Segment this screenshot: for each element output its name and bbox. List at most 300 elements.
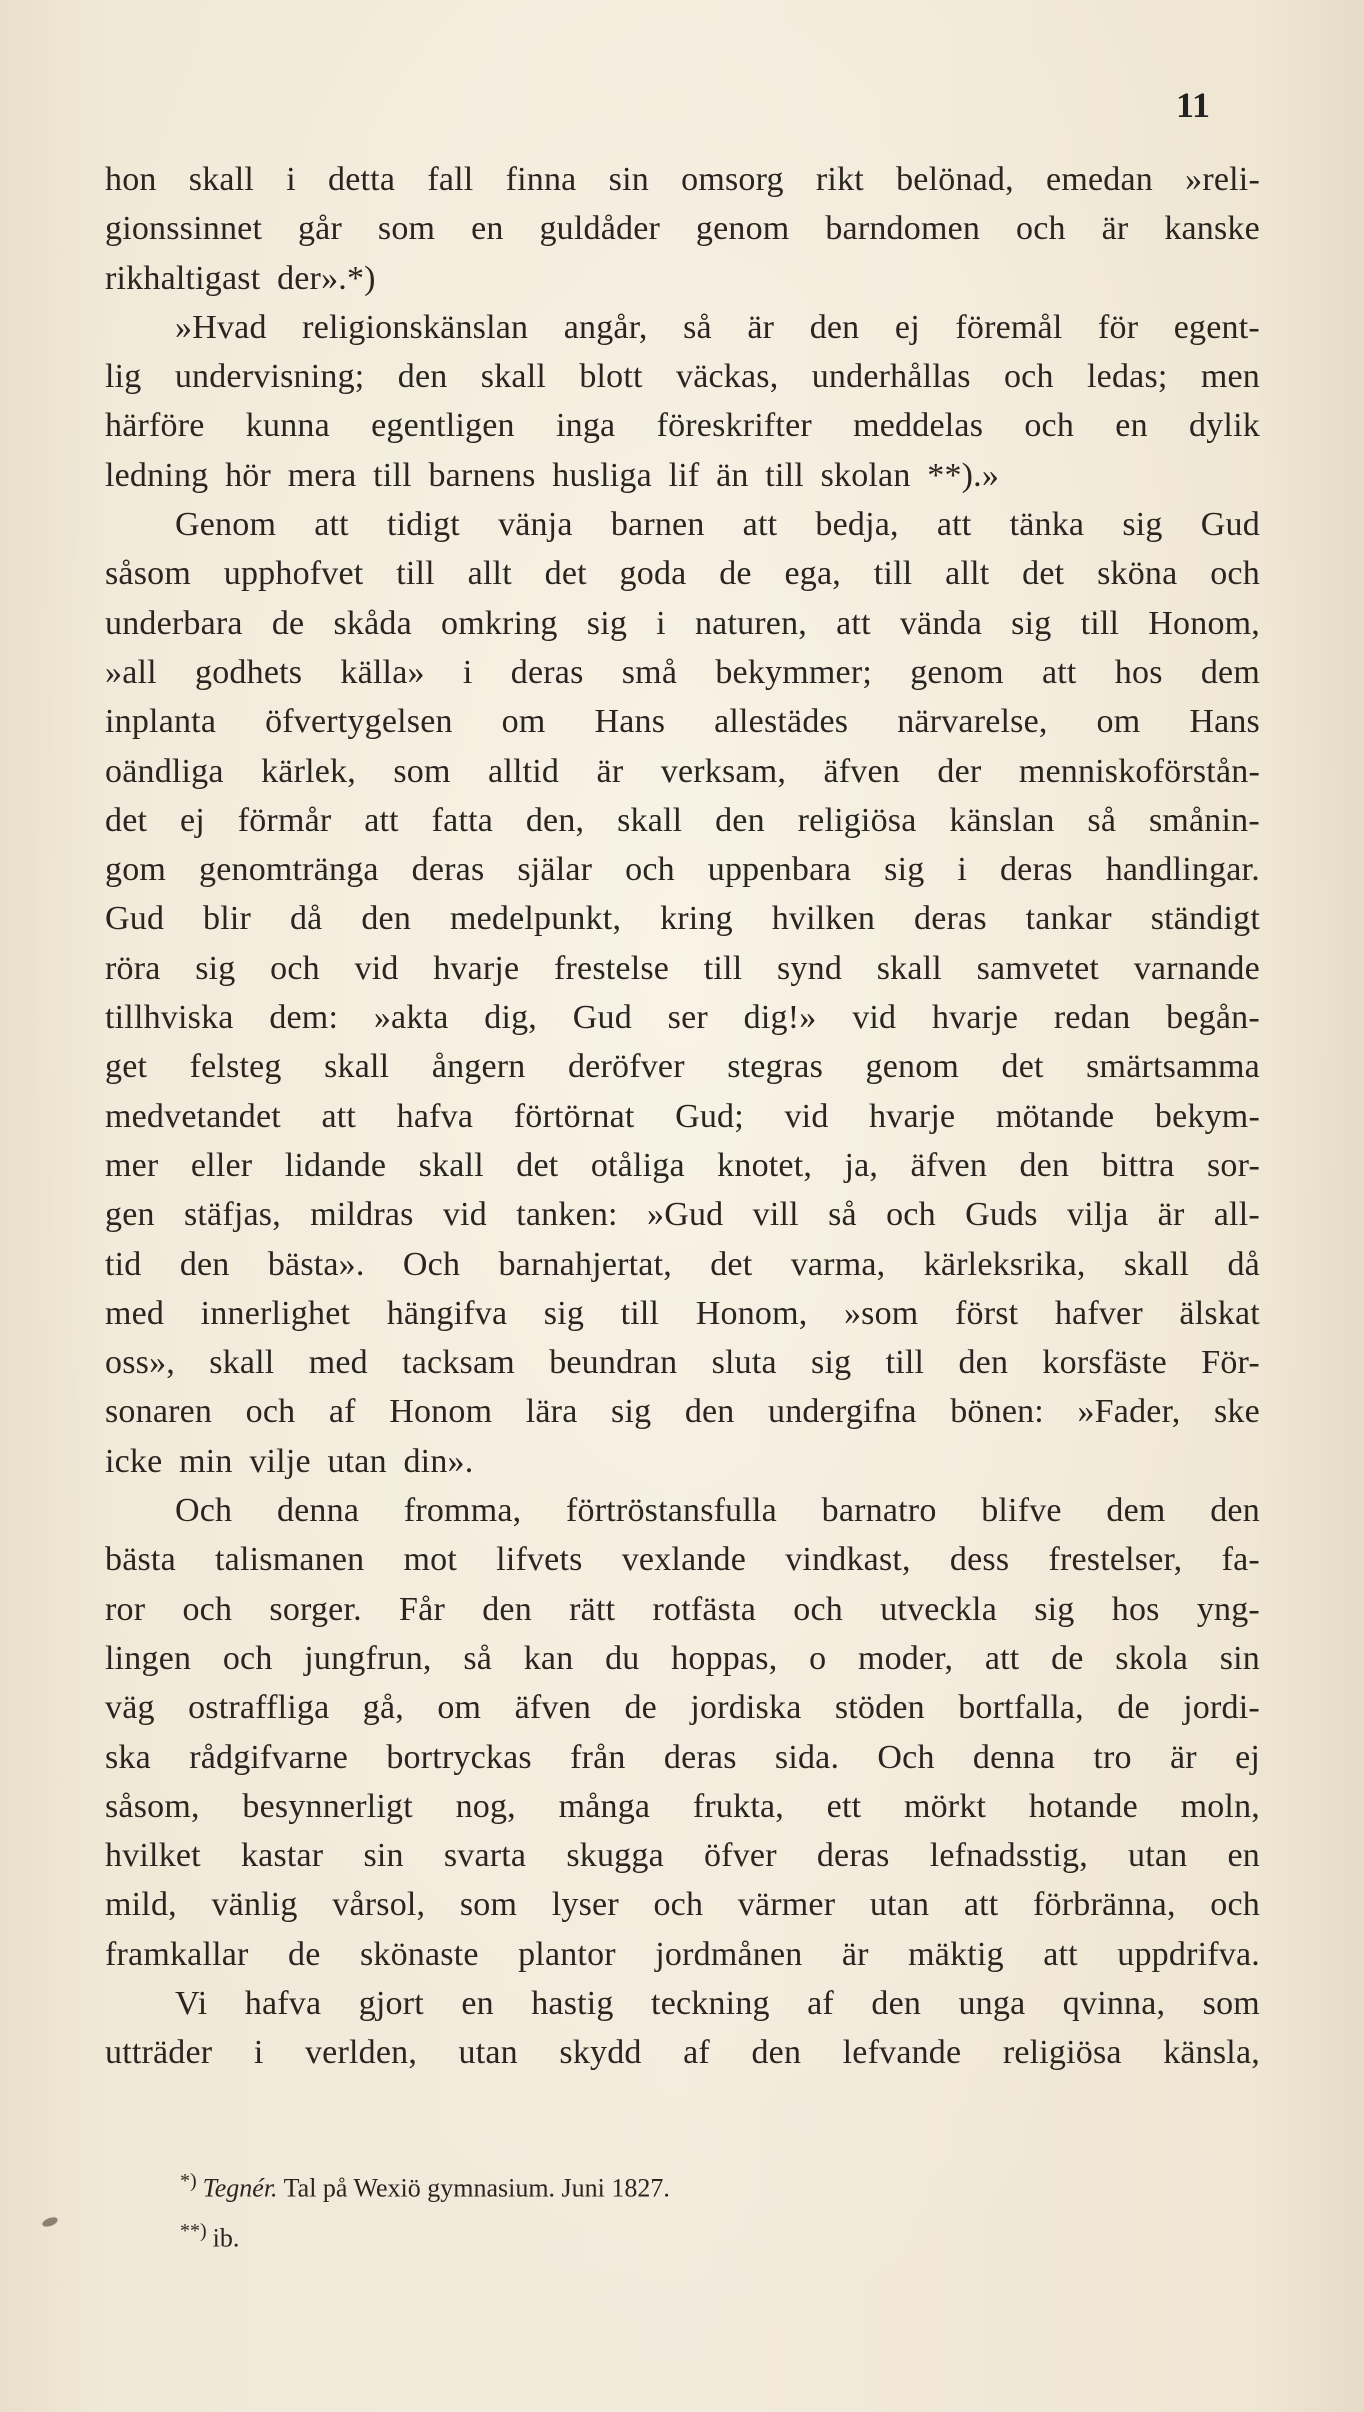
word: kring: [660, 900, 733, 938]
word: dylik: [1189, 407, 1260, 445]
word: kanske: [1164, 210, 1260, 248]
word: samvetet: [976, 949, 1100, 987]
word: är: [1101, 210, 1129, 248]
word: Gud: [1200, 506, 1260, 544]
page-number: 11: [1175, 85, 1210, 125]
word: genomtränga: [199, 851, 379, 889]
text-line: [105, 944, 1260, 993]
word: sorger.: [269, 1590, 362, 1628]
word: blifve: [981, 1492, 1062, 1530]
word: förtröstansfulla: [566, 1492, 777, 1530]
text-line: [105, 155, 1260, 204]
word: gionssinnet: [105, 210, 263, 248]
word: varnande: [1133, 949, 1260, 987]
word: de: [624, 1689, 657, 1727]
word: uppdrifva.: [1117, 1935, 1260, 1973]
word: lefvande: [842, 2034, 962, 2072]
word: moln,: [1180, 1787, 1260, 1825]
word: de: [1117, 1689, 1150, 1727]
word: men: [1200, 358, 1260, 396]
word: synd: [777, 949, 843, 987]
word: handlingar.: [1105, 851, 1260, 889]
text-line: [105, 1979, 1260, 2028]
word: jordiska: [690, 1689, 802, 1727]
word: ega,: [784, 555, 841, 593]
ink-smudge-mark: [41, 2216, 59, 2229]
word: Honom,: [695, 1294, 808, 1332]
word: mörkt: [903, 1787, 987, 1825]
footnote: [180, 2160, 1080, 2210]
word: hafver: [1054, 1294, 1143, 1332]
word: hafva: [396, 1097, 474, 1135]
word: den: [715, 801, 765, 839]
word: ständigt: [1150, 900, 1260, 938]
word: förtörnat: [513, 1097, 635, 1135]
word: till: [873, 555, 913, 593]
word: är: [747, 308, 775, 346]
word: och: [1016, 210, 1066, 248]
word: sig: [543, 1294, 585, 1332]
word: deras: [816, 1837, 890, 1875]
word: »som: [843, 1294, 919, 1332]
word: med: [308, 1344, 368, 1382]
word: sig: [195, 949, 236, 987]
word: väg: [105, 1689, 155, 1727]
word: hos: [1111, 1590, 1160, 1628]
word: sig: [586, 604, 628, 642]
text-line-content: icke min vilje utan din».: [105, 1442, 474, 1480]
word: tanken:: [516, 1196, 618, 1234]
word: sonaren: [105, 1393, 213, 1431]
word: goda: [619, 555, 687, 593]
word: fromma,: [403, 1492, 522, 1530]
word: sin: [1219, 1639, 1260, 1677]
word: sig: [1122, 506, 1163, 544]
word: ej: [894, 308, 920, 346]
word: skall: [188, 161, 255, 198]
word: bönen:: [950, 1393, 1044, 1431]
word: ska: [105, 1738, 151, 1776]
word: till: [703, 949, 743, 987]
word: skall: [1123, 1245, 1190, 1283]
word: de: [271, 604, 305, 642]
footnote-text: ib.: [212, 2223, 240, 2253]
word: är: [1157, 1196, 1185, 1234]
word: ostraffliga: [188, 1689, 330, 1727]
word: allt: [467, 555, 512, 593]
word: barnatro: [821, 1492, 937, 1530]
word: genom: [695, 210, 790, 248]
word: plantor: [518, 1935, 616, 1973]
word: deras: [999, 851, 1073, 889]
text-line: [105, 1240, 1260, 1289]
word: lifvets: [496, 1541, 583, 1579]
word: i: [253, 2034, 264, 2072]
word: tacksam: [402, 1344, 515, 1382]
word: vindkast,: [785, 1541, 911, 1579]
text-line-content: rikhaltigast der».*): [105, 259, 376, 297]
word: mild,: [105, 1886, 177, 1924]
word: »all: [105, 653, 157, 691]
word: det: [1022, 555, 1065, 593]
word: »reli-: [1185, 161, 1260, 198]
word: underhållas: [811, 358, 971, 396]
word: är: [1169, 1738, 1197, 1776]
word: stegras: [727, 1048, 824, 1086]
word: utan: [458, 2034, 518, 2072]
word: att: [963, 1886, 999, 1924]
text-line: [105, 1387, 1260, 1436]
word: stöden: [834, 1689, 925, 1727]
word: skydd: [559, 2034, 642, 2072]
word: medvetandet: [105, 1097, 281, 1135]
word: går: [297, 210, 342, 248]
word: godhets: [195, 653, 303, 691]
word: otåliga: [590, 1146, 685, 1184]
word: och: [245, 1393, 296, 1431]
word: från: [570, 1738, 626, 1776]
word: själar: [517, 851, 593, 889]
word: fatta: [431, 801, 494, 839]
word: de: [719, 555, 752, 593]
word: den: [751, 2034, 802, 2072]
word: tillhviska: [105, 999, 234, 1037]
word: dess: [949, 1541, 1010, 1579]
word: skall: [418, 1146, 484, 1184]
word: att: [364, 801, 399, 839]
text-line: [105, 1634, 1260, 1683]
word: en: [1227, 1837, 1260, 1875]
word: tankar: [1025, 900, 1112, 938]
word: barndomen: [825, 210, 981, 248]
word: gå,: [362, 1689, 404, 1727]
word: Och: [877, 1738, 935, 1776]
word: barnen: [610, 506, 705, 544]
word: härföre: [105, 407, 205, 445]
word: sig: [611, 1393, 652, 1431]
word: i: [286, 161, 296, 198]
word: genom: [865, 1048, 960, 1086]
word: älskat: [1179, 1294, 1260, 1332]
word: upphofvet: [223, 555, 364, 593]
word: dem: [1200, 653, 1260, 691]
word: egentligen: [371, 407, 515, 445]
word: deras: [411, 851, 485, 889]
word: »Gud: [647, 1196, 724, 1234]
word: felsteg: [189, 1048, 282, 1086]
word: stäfjas,: [183, 1196, 281, 1234]
word: vexlande: [621, 1541, 747, 1579]
word: utan: [869, 1886, 930, 1924]
word: fall: [427, 161, 474, 198]
word: allt: [945, 555, 990, 593]
word: att: [742, 506, 778, 544]
word: religionskänslan: [302, 308, 529, 346]
text-line: [105, 549, 1260, 598]
word: hotande: [1028, 1787, 1138, 1825]
word: värmer: [737, 1886, 836, 1924]
text-line: [105, 500, 1260, 549]
word: Och: [402, 1245, 461, 1283]
word: med: [105, 1294, 165, 1332]
word: ej: [1235, 1738, 1260, 1776]
word: religiösa: [797, 801, 917, 839]
word: att: [1041, 653, 1077, 691]
word: hafva: [244, 1984, 322, 2022]
word: der: [937, 752, 982, 790]
word: den: [1019, 1146, 1070, 1184]
word: yng-: [1196, 1590, 1260, 1628]
word: är: [841, 1935, 869, 1973]
word: Honom: [389, 1393, 493, 1431]
word: hvilken: [771, 900, 876, 938]
word: att: [321, 1097, 357, 1135]
word: det: [1001, 1048, 1044, 1086]
word: lefnadsstig,: [929, 1837, 1088, 1875]
word: det: [544, 555, 587, 593]
text-line: [105, 599, 1260, 648]
word: små: [621, 653, 678, 691]
word: sig: [884, 851, 925, 889]
word: detta: [328, 161, 396, 198]
word: i: [656, 604, 666, 642]
text-line: [105, 352, 1260, 401]
word: vända: [899, 604, 983, 642]
word: hoppas,: [671, 1639, 778, 1677]
word: Honom,: [1148, 604, 1260, 642]
text-line: [105, 1535, 1260, 1584]
word: vid: [354, 949, 399, 987]
word: och: [653, 1886, 704, 1924]
word: öfver: [703, 1837, 777, 1875]
word: dig!»: [743, 999, 817, 1037]
word: frestelser,: [1048, 1541, 1183, 1579]
text-line: [105, 303, 1260, 352]
word: Guds: [965, 1196, 1038, 1234]
text-line: [105, 1683, 1260, 1732]
word: emedan: [1046, 161, 1153, 198]
word: du: [605, 1639, 640, 1677]
word: bekym-: [1154, 1097, 1260, 1135]
word: hängifva: [386, 1294, 508, 1332]
word: den: [179, 1245, 230, 1283]
word: den: [397, 358, 448, 396]
word: de: [1051, 1639, 1084, 1677]
text-line: [105, 796, 1260, 845]
word: Gud: [105, 900, 165, 938]
word: kastar: [240, 1837, 324, 1875]
word: att: [984, 1639, 1020, 1677]
word: kunna: [245, 407, 330, 445]
word: och: [886, 1196, 936, 1234]
word: då: [1227, 1245, 1260, 1283]
word: För-: [1201, 1344, 1260, 1382]
word: såsom: [105, 555, 191, 593]
word: den: [482, 1590, 532, 1628]
word: tänka: [1009, 506, 1085, 544]
word: att: [936, 506, 972, 544]
word: i: [462, 653, 473, 691]
word: tro: [1093, 1738, 1132, 1776]
word: verksam,: [660, 752, 787, 790]
word: kan: [523, 1639, 574, 1677]
word: sin: [608, 161, 649, 198]
text-line: [105, 1733, 1260, 1782]
word: sig: [811, 1344, 852, 1382]
word: hvarje: [869, 1097, 956, 1135]
word: religiösa: [1002, 2034, 1122, 2072]
word: jordi-: [1183, 1689, 1260, 1727]
text-line: [105, 1782, 1260, 1831]
word: äfven: [910, 1146, 988, 1184]
word: angår,: [563, 308, 648, 346]
text-line: [105, 254, 1260, 303]
word: lyser: [551, 1886, 619, 1924]
word: vid: [442, 1196, 487, 1234]
word: undergifna: [768, 1393, 917, 1431]
word: äfven: [514, 1689, 592, 1727]
word: frestelse: [554, 949, 670, 987]
word: till: [620, 1294, 660, 1332]
word: Gud: [572, 999, 632, 1037]
word: och: [793, 1590, 843, 1628]
word: omsorg: [681, 161, 784, 198]
word: att: [1043, 1935, 1078, 1973]
word: bedja,: [815, 506, 899, 544]
word: denna: [972, 1738, 1056, 1776]
word: lig: [105, 358, 142, 396]
word: föremål: [955, 308, 1063, 346]
word: »Fader,: [1077, 1393, 1181, 1431]
word: menniskoförstån-: [1018, 752, 1260, 790]
word: det: [105, 801, 148, 839]
word: den: [361, 900, 412, 938]
word: dem: [1106, 1492, 1166, 1530]
word: en: [1115, 407, 1148, 445]
word: och: [270, 949, 320, 987]
word: oändliga: [105, 752, 224, 790]
word: »Hvad: [175, 308, 267, 346]
footnote-mark: **): [180, 2219, 207, 2242]
word: sig: [1011, 604, 1052, 642]
word: först: [954, 1294, 1019, 1332]
word: deras: [663, 1738, 737, 1776]
word: skönaste: [359, 1935, 479, 1973]
word: många: [558, 1787, 651, 1825]
word: jordmånen: [655, 1935, 803, 1973]
word: uppenbara: [707, 851, 852, 889]
word: lidande: [284, 1146, 387, 1184]
word: och: [182, 1590, 233, 1628]
footnotes: [180, 2160, 1080, 2259]
word: öfvertygelsen: [265, 703, 453, 741]
text-line: [105, 1338, 1260, 1387]
word: beundran: [549, 1344, 678, 1382]
word: röra: [105, 949, 161, 987]
word: svarta: [443, 1837, 527, 1875]
word: Gud;: [675, 1097, 744, 1135]
text-line: [105, 747, 1260, 796]
word: Får: [399, 1590, 445, 1628]
word: sig: [1034, 1590, 1075, 1628]
word: gen: [105, 1196, 155, 1234]
word: lingen: [105, 1639, 192, 1677]
word: källa»: [340, 653, 425, 691]
word: Vi: [175, 1984, 208, 2022]
text-line: [105, 1437, 1260, 1486]
word: till: [885, 1344, 925, 1382]
word: allestädes: [714, 703, 849, 741]
word: till: [1080, 604, 1120, 642]
word: det: [516, 1146, 559, 1184]
text-line: [105, 648, 1260, 697]
word: ja,: [844, 1146, 879, 1184]
word: de: [288, 1935, 321, 1973]
word: och: [1024, 407, 1075, 445]
word: meddelas: [853, 407, 984, 445]
word: så: [463, 1639, 493, 1677]
word: framkallar: [105, 1935, 249, 1973]
footnote-mark: *): [180, 2170, 197, 2192]
word: utveckla: [880, 1590, 997, 1628]
word: i: [957, 851, 968, 889]
word: undervisning;: [174, 358, 365, 396]
text-line: [105, 1831, 1260, 1880]
word: vid: [852, 999, 897, 1037]
word: för: [1098, 308, 1139, 346]
word: deras: [914, 900, 987, 938]
text-line: [105, 451, 1260, 500]
word: rätt: [569, 1590, 616, 1628]
text-line: [105, 697, 1260, 746]
word: hvarje: [931, 999, 1019, 1037]
word: skugga: [566, 1837, 664, 1875]
word: som: [459, 1886, 518, 1924]
text-line: [105, 2028, 1260, 2077]
word: verlden,: [304, 2034, 418, 2072]
word: tidigt: [386, 506, 460, 544]
word: den: [958, 1344, 1009, 1382]
word: mot: [403, 1541, 457, 1579]
word: som: [1202, 1984, 1260, 2022]
word: vårsol,: [332, 1886, 426, 1924]
word: mildras: [310, 1196, 414, 1234]
word: af: [807, 1984, 834, 2022]
word: af: [683, 2034, 710, 2072]
word: begån-: [1166, 999, 1260, 1037]
word: en: [471, 210, 504, 248]
word: bortryckas: [386, 1738, 532, 1776]
word: omkring: [441, 604, 558, 642]
word: att: [314, 506, 349, 544]
text-line: [105, 1042, 1260, 1091]
word: ske: [1213, 1393, 1260, 1431]
word: fa-: [1221, 1541, 1260, 1579]
word: kärlek,: [261, 752, 356, 790]
word: så: [1087, 801, 1117, 839]
word: skall: [209, 1344, 275, 1382]
word: medelpunkt,: [449, 900, 622, 938]
word: qvinna,: [1062, 1984, 1166, 2022]
word: och: [1210, 555, 1260, 593]
word: Genom: [175, 506, 277, 544]
word: då: [289, 900, 323, 938]
word: o: [809, 1639, 827, 1677]
word: vill: [752, 1196, 799, 1234]
word: frukta,: [692, 1787, 784, 1825]
word: sida.: [774, 1738, 840, 1776]
word: smånin-: [1148, 801, 1260, 839]
